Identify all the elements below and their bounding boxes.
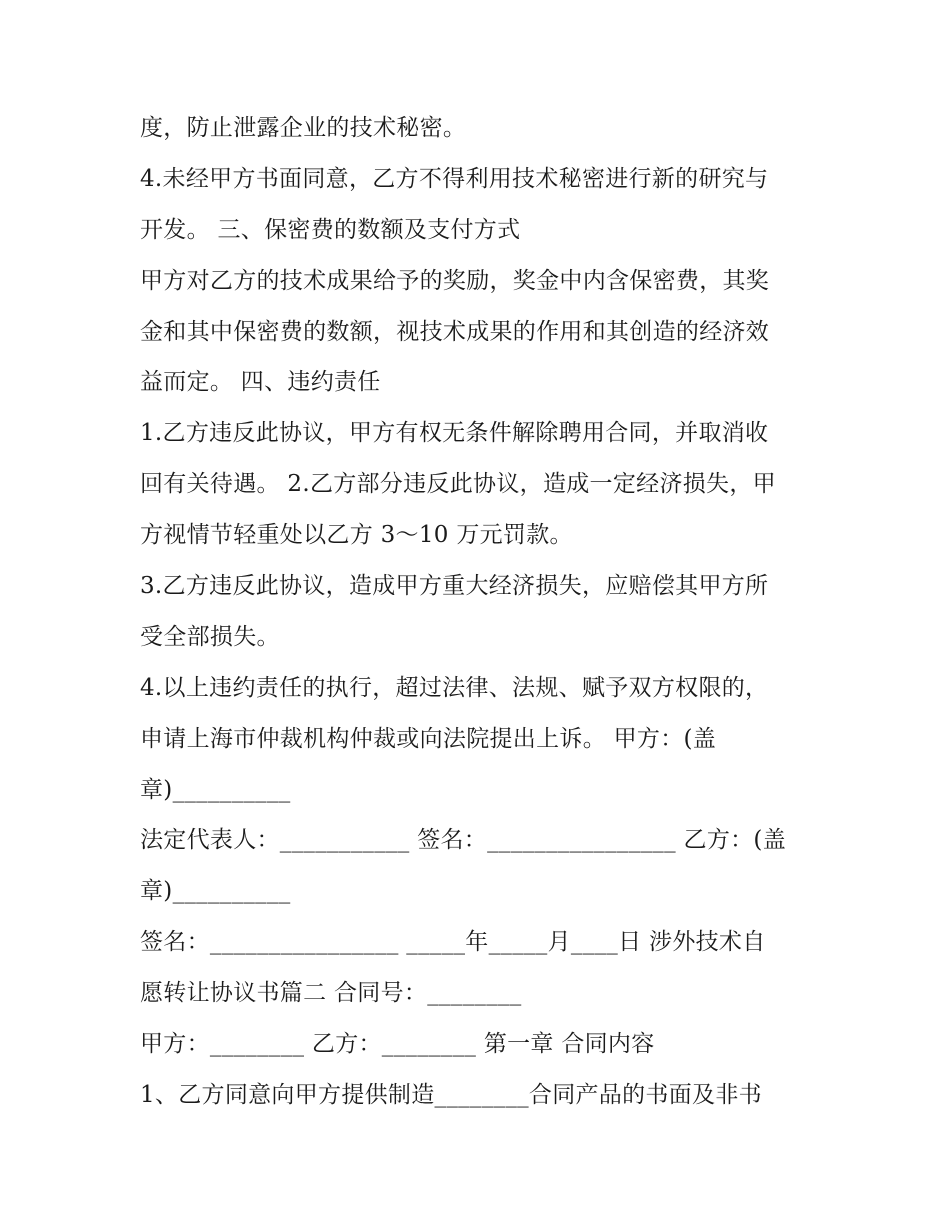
text-line: 开发。 三、保密费的数额及支付方式 xyxy=(140,216,521,243)
text-line: 甲方对乙方的技术成果给予的奖励，奖金中内含保密费，其奖 xyxy=(140,267,770,294)
text-line: 度，防止泄露企业的技术秘密。 xyxy=(140,115,467,141)
text-line: 1、乙方同意向甲方提供制造________合同产品的书面及非书 xyxy=(140,1081,762,1108)
text-line: 1.乙方违反此协议，甲方有权无条件解除聘用合同，并取消收 xyxy=(140,420,769,447)
text-line: 益而定。 四、违约责任 xyxy=(140,369,381,396)
text-line: 4.未经甲方书面同意，乙方不得利用技术秘密进行新的研究与 xyxy=(140,165,769,192)
text-line: 法定代表人：___________ 签名：________________ 乙方：(盖 xyxy=(140,827,786,854)
text-line: 4.以上违约责任的执行，超过法律、法规、赋予双方权限的， xyxy=(140,674,769,701)
text-line: 金和其中保密费的数额，视技术成果的作用和其创造的经济效 xyxy=(140,318,770,345)
text-line: 受全部损失。 xyxy=(140,623,280,650)
text-line: 申请上海市仲裁机构仲裁或向法院提出上诉。 甲方：(盖 xyxy=(140,725,717,752)
text-line: 章)__________ xyxy=(140,878,291,905)
text-line: 回有关待遇。 2.乙方部分违反此协议，造成一定经济损失，甲 xyxy=(140,471,776,498)
text-line: 方视情节轻重处以乙方 3～10 万元罚款。 xyxy=(140,522,573,549)
text-line: 章)__________ xyxy=(140,776,291,803)
text-line: 愿转让协议书篇二 合同号：________ xyxy=(140,980,522,1007)
text-line: 3.乙方违反此协议，造成甲方重大经济损失，应赔偿其甲方所 xyxy=(140,573,769,600)
text-line: 签名：________________ _____年_____月____日 涉外技术自 xyxy=(140,929,766,956)
text-line: 甲方：________ 乙方：________ 第一章 合同内容 xyxy=(140,1031,655,1058)
document-body xyxy=(140,103,820,1121)
